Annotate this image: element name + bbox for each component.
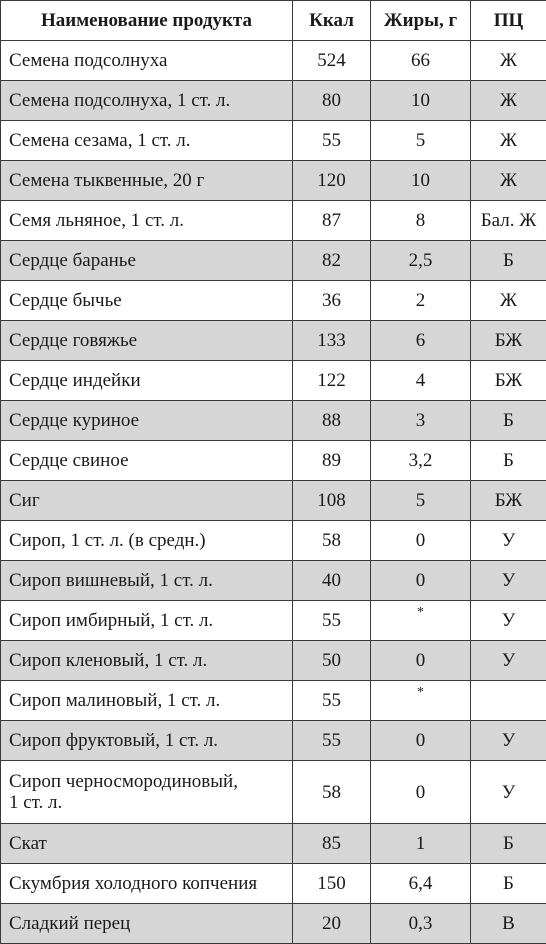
pc-value: БЖ	[471, 321, 546, 361]
kcal-value: 87	[293, 201, 371, 241]
product-name: Сладкий перец	[1, 904, 293, 944]
pc-value: Ж	[471, 81, 546, 121]
fat-value: 3	[371, 401, 471, 441]
product-name: Семена тыквенные, 20 г	[1, 161, 293, 201]
kcal-value: 20	[293, 904, 371, 944]
product-name: Сироп имбирный, 1 ст. л.	[1, 601, 293, 641]
product-name	[1, 761, 293, 824]
kcal-value: 58	[293, 761, 371, 824]
product-name: Сиг	[1, 481, 293, 521]
fat-value: 0	[371, 561, 471, 601]
pc-value: Б	[471, 401, 546, 441]
table-row	[1, 441, 546, 481]
pc-value: У	[471, 721, 546, 761]
fat-value: 2,5	[371, 241, 471, 281]
kcal-value: 108	[293, 481, 371, 521]
kcal-value: 58	[293, 521, 371, 561]
kcal-value: 89	[293, 441, 371, 481]
table-row	[1, 41, 546, 81]
fat-value: 0	[371, 721, 471, 761]
table-row	[1, 601, 546, 641]
table-row	[1, 561, 546, 601]
pc-value: Ж	[471, 41, 546, 81]
fat-value: 2	[371, 281, 471, 321]
table-row	[1, 401, 546, 441]
kcal-value: 88	[293, 401, 371, 441]
product-name: Скат	[1, 824, 293, 864]
table-row	[1, 721, 546, 761]
table-row	[1, 824, 546, 864]
product-name: Сердце бычье	[1, 281, 293, 321]
product-name: Скумбрия холодного копчения	[1, 864, 293, 904]
pc-value: Б	[471, 864, 546, 904]
product-name: Сердце куриное	[1, 401, 293, 441]
table-row	[1, 281, 546, 321]
fat-value: 3,2	[371, 441, 471, 481]
fat-value: 6,4	[371, 864, 471, 904]
pc-value: БЖ	[471, 481, 546, 521]
fat-value: 1	[371, 824, 471, 864]
table-row	[1, 904, 546, 944]
pc-value: У	[471, 761, 546, 824]
fat-value: 66	[371, 41, 471, 81]
fat-value: 10	[371, 161, 471, 201]
kcal-value: 80	[293, 81, 371, 121]
table-row	[1, 81, 546, 121]
table-row	[1, 681, 546, 721]
pc-value: У	[471, 641, 546, 681]
product-name: Сироп малиновый, 1 ст. л.	[1, 681, 293, 721]
header-pc: ПЦ	[471, 1, 546, 41]
product-name: Семена подсолнуха	[1, 41, 293, 81]
kcal-value: 36	[293, 281, 371, 321]
kcal-value: 55	[293, 681, 371, 721]
kcal-value: 55	[293, 721, 371, 761]
table-row	[1, 241, 546, 281]
header-product-name: Наименование продукта	[1, 1, 293, 41]
product-name-line2: 1 ст. л.	[9, 792, 63, 813]
product-name-line1: Сироп черносмородиновый,	[9, 771, 238, 792]
kcal-value: 133	[293, 321, 371, 361]
table-row	[1, 641, 546, 681]
kcal-value: 150	[293, 864, 371, 904]
product-name: Сердце баранье	[1, 241, 293, 281]
kcal-value: 40	[293, 561, 371, 601]
pc-value: У	[471, 601, 546, 641]
pc-value: В	[471, 904, 546, 944]
kcal-value: 122	[293, 361, 371, 401]
fat-value	[371, 681, 471, 721]
product-name: Сердце говяжье	[1, 321, 293, 361]
kcal-value: 50	[293, 641, 371, 681]
table-header-row	[1, 1, 546, 41]
table-row	[1, 864, 546, 904]
kcal-value: 55	[293, 121, 371, 161]
table-row	[1, 361, 546, 401]
fat-value: 0	[371, 641, 471, 681]
pc-value: Б	[471, 241, 546, 281]
product-name: Сироп фруктовый, 1 ст. л.	[1, 721, 293, 761]
pc-value: У	[471, 521, 546, 561]
pc-value: Б	[471, 441, 546, 481]
pc-value: Бал. Ж	[471, 201, 546, 241]
fat-value: 5	[371, 481, 471, 521]
pc-value: Ж	[471, 121, 546, 161]
kcal-value: 524	[293, 41, 371, 81]
table-row	[1, 121, 546, 161]
fat-value: 0	[371, 521, 471, 561]
header-kcal: Ккал	[293, 1, 371, 41]
header-fat: Жиры, г	[371, 1, 471, 41]
kcal-value: 55	[293, 601, 371, 641]
table-row	[1, 201, 546, 241]
table-row	[1, 521, 546, 561]
pc-value	[471, 681, 546, 721]
product-name: Сердце свиное	[1, 441, 293, 481]
table-row	[1, 321, 546, 361]
table-row	[1, 161, 546, 201]
kcal-value: 120	[293, 161, 371, 201]
table-row	[1, 761, 546, 824]
table-row	[1, 481, 546, 521]
fat-value: 0,3	[371, 904, 471, 944]
pc-value: Ж	[471, 161, 546, 201]
asterisk-mark: *	[417, 605, 424, 620]
product-name: Сироп, 1 ст. л. (в средн.)	[1, 521, 293, 561]
pc-value: БЖ	[471, 361, 546, 401]
product-name: Сердце индейки	[1, 361, 293, 401]
kcal-value: 85	[293, 824, 371, 864]
fat-value: 8	[371, 201, 471, 241]
fat-value: 4	[371, 361, 471, 401]
fat-value: 5	[371, 121, 471, 161]
fat-value: 10	[371, 81, 471, 121]
product-name: Сироп вишневый, 1 ст. л.	[1, 561, 293, 601]
pc-value: Б	[471, 824, 546, 864]
kcal-value: 82	[293, 241, 371, 281]
product-name: Семя льняное, 1 ст. л.	[1, 201, 293, 241]
product-name: Семена сезама, 1 ст. л.	[1, 121, 293, 161]
fat-value: 6	[371, 321, 471, 361]
fat-value: 0	[371, 761, 471, 824]
fat-value	[371, 601, 471, 641]
asterisk-mark: *	[417, 685, 424, 700]
product-name: Сироп кленовый, 1 ст. л.	[1, 641, 293, 681]
pc-value: Ж	[471, 281, 546, 321]
pc-value: У	[471, 561, 546, 601]
product-name: Семена подсолнуха, 1 ст. л.	[1, 81, 293, 121]
